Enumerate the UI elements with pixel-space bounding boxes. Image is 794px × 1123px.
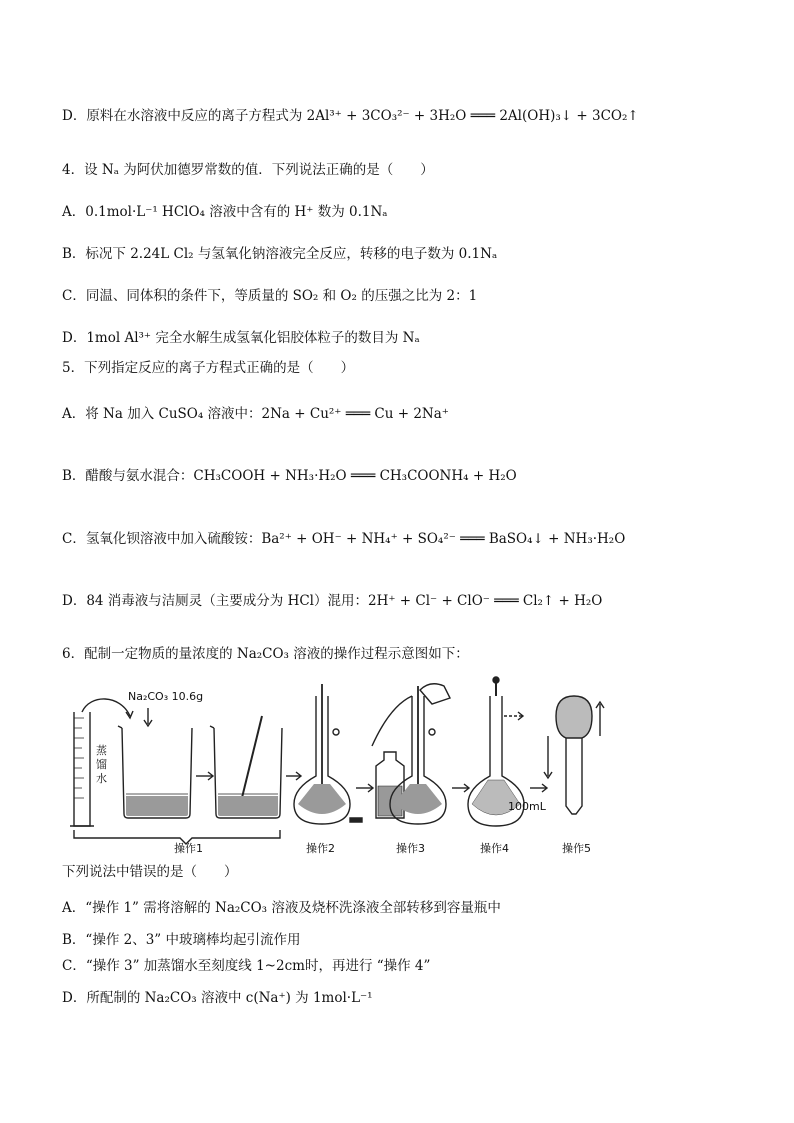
- q6-option-d: D．所配制的 Na₂CO₃ 溶液中 c(Na⁺) 为 1mol·L⁻¹: [62, 990, 373, 1006]
- q4-option-c: C．同温、同体积的条件下，等质量的 SO₂ 和 O₂ 的压强之比为 2：1: [62, 288, 478, 304]
- graduated-cylinder-icon: [70, 712, 94, 826]
- q5-option-b: B．醋酸与氨水混合：CH₃COOH + NH₃·H₂O ═══ CH₃COONH₄ + H₂O: [62, 468, 517, 484]
- step3-label: 操作3: [396, 842, 425, 855]
- step4-label: 操作4: [480, 842, 509, 855]
- preparation-diagram: [60, 676, 620, 856]
- q4-option-b: B．标况下 2.24L Cl₂ 与氢氧化钠溶液完全反应，转移的电子数为 0.1Nₐ: [62, 246, 498, 262]
- q5-option-a: A．将 Na 加入 CuSO₄ 溶液中：2Na + Cu²⁺ ═══ Cu + 2Na⁺: [62, 406, 449, 422]
- inverted-flask-icon: [544, 696, 604, 814]
- pour-arrow-icon: [82, 699, 130, 716]
- solute-label: Na₂CO₃ 10.6g: [128, 690, 204, 703]
- q5-stem: 5．下列指定反应的离子方程式正确的是（ ）: [62, 360, 355, 376]
- q4-option-a: A．0.1mol·L⁻¹ HClO₄ 溶液中含有的 H⁺ 数为 0.1Nₐ: [62, 204, 388, 220]
- q6-option-c: C．“操作 3” 加蒸馏水至刻度线 1~2cm时，再进行 “操作 4”: [62, 958, 431, 974]
- q3-option-d: D．原料在水溶液中反应的离子方程式为 2Al³⁺ + 3CO₃²⁻ + 3H₂O ═══ 2Al(OH)₃↓ + 3CO₂↑: [62, 108, 639, 124]
- q6-option-b: B．“操作 2、3” 中玻璃棒均起引流作用: [62, 932, 301, 948]
- volume-label: 100mL: [508, 800, 546, 813]
- q4-stem: 4．设 Nₐ 为阿伏加德罗常数的值．下列说法正确的是（ ）: [62, 162, 434, 178]
- q5-option-d: D．84 消毒液与洁厕灵（主要成分为 HCl）混用：2H⁺ + Cl⁻ + ClO⁻ ═══ Cl₂↑ + H₂O: [62, 593, 603, 609]
- q6-sub-stem: 下列说法中错误的是（ ）: [62, 864, 238, 880]
- step2-label: 操作2: [306, 842, 335, 855]
- q6-stem: 6．配制一定物质的量浓度的 Na₂CO₃ 溶液的操作过程示意图如下：: [62, 646, 469, 662]
- q4-option-d: D．1mol Al³⁺ 完全水解生成氢氧化铝胶体粒子的数目为 Nₐ: [62, 330, 420, 346]
- q5-option-c: C．氢氧化钡溶液中加入硫酸铵：Ba²⁺ + OH⁻ + NH₄⁺ + SO₄²⁻ ═══ BaSO₄↓ + NH₃·H₂O: [62, 531, 626, 547]
- step5-label: 操作5: [562, 842, 591, 855]
- q6-option-a: A．“操作 1” 需将溶解的 Na₂CO₃ 溶液及烧杯洗涤液全部转移到容量瓶中: [62, 900, 501, 916]
- water-label-2: 馏: [96, 758, 107, 771]
- water-label-3: 水: [96, 772, 107, 785]
- water-label-1: 蒸: [96, 744, 107, 757]
- step1-label: 操作1: [174, 842, 203, 855]
